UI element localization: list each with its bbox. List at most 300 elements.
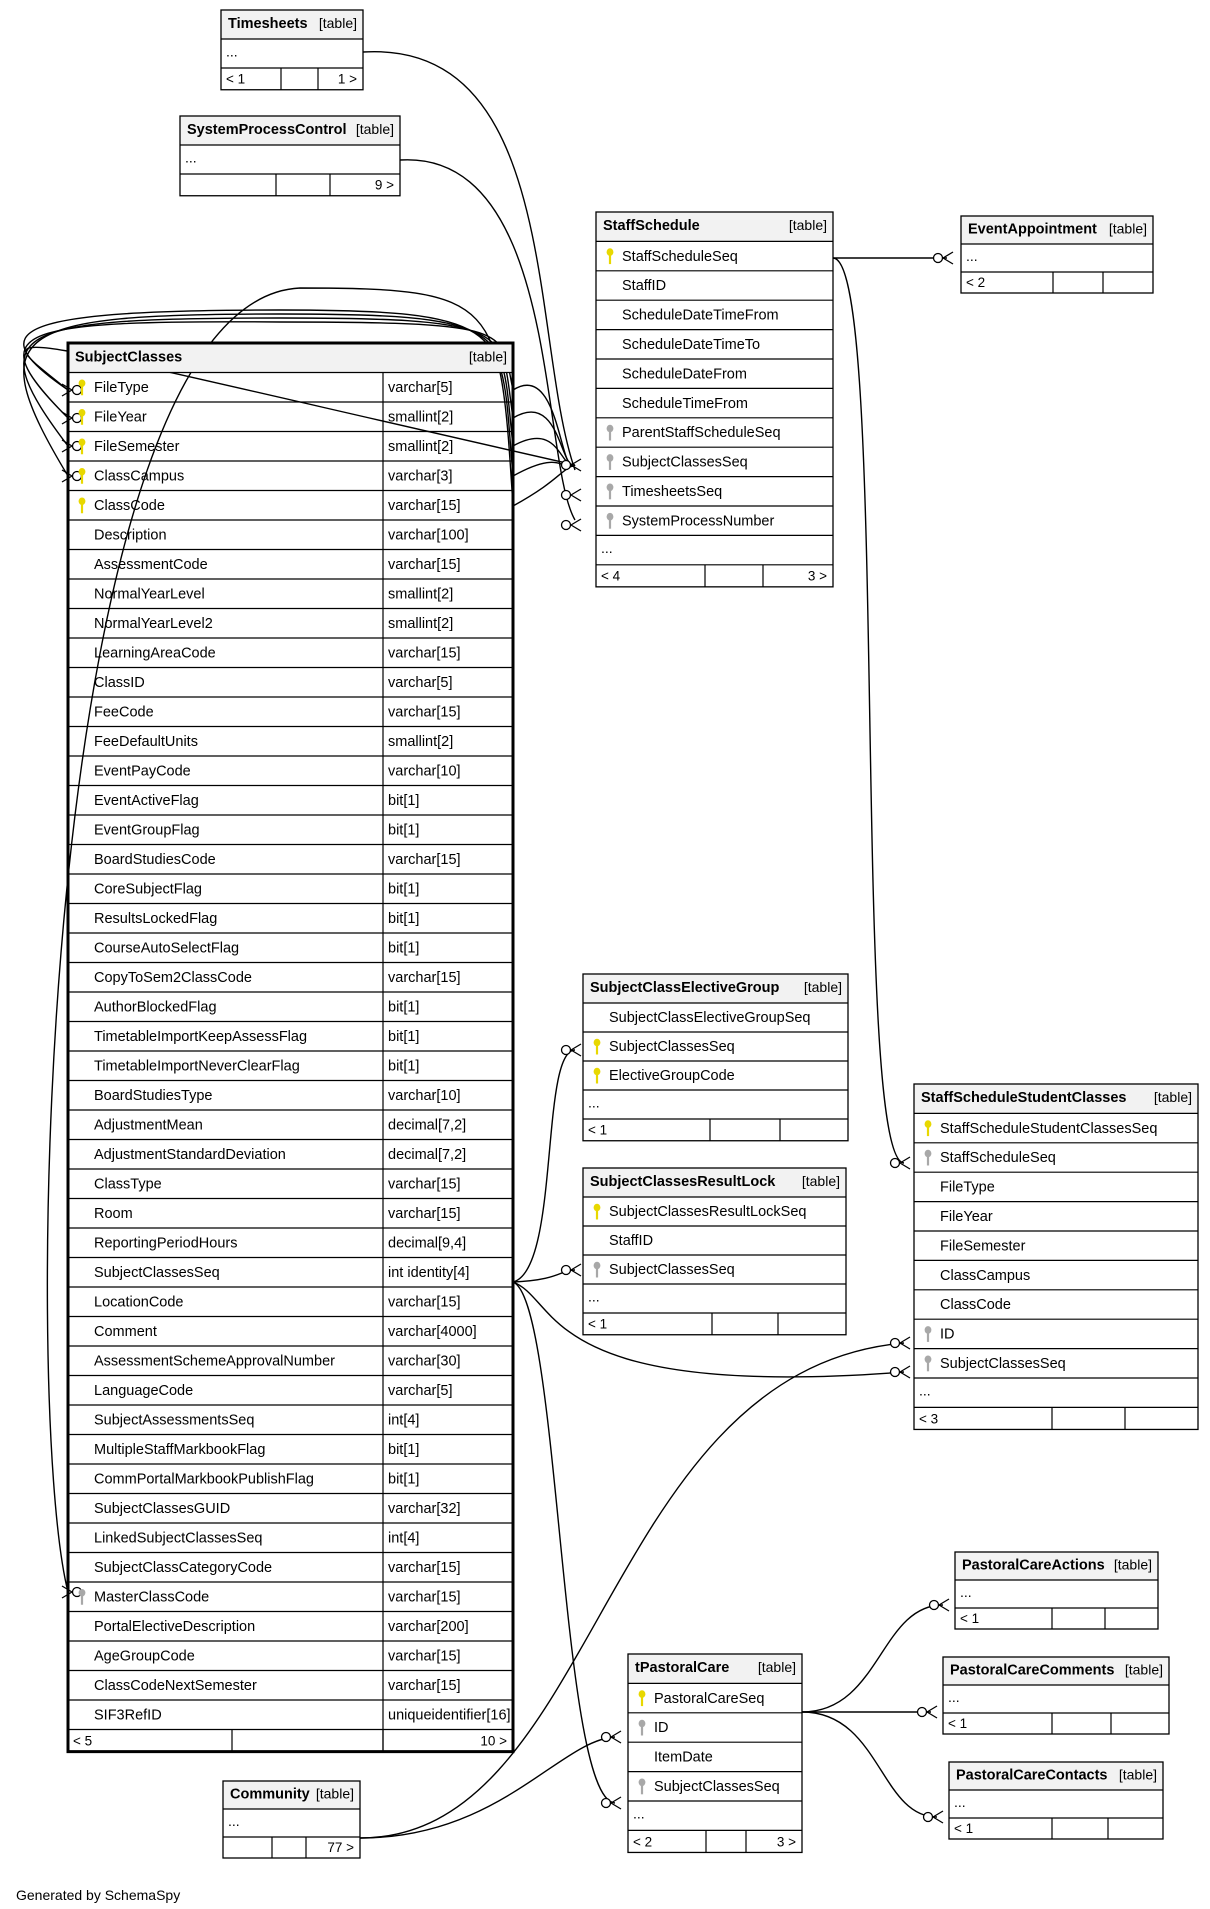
column-name: FileSemester bbox=[94, 438, 180, 455]
foreign-key-icon bbox=[607, 484, 614, 500]
column-name: StaffScheduleSeq bbox=[940, 1150, 1056, 1167]
column-type: varchar[5] bbox=[388, 379, 453, 396]
column-row bbox=[596, 300, 833, 323]
children-count: 3 > bbox=[807, 568, 827, 584]
children-count: 3 > bbox=[776, 1834, 796, 1850]
column-name: FileSemester bbox=[940, 1238, 1026, 1255]
more-columns-ellipsis: ... bbox=[228, 1812, 240, 1829]
column-row bbox=[68, 668, 513, 691]
foreign-key-icon bbox=[607, 513, 614, 529]
relationship-line bbox=[363, 52, 575, 470]
column-name: BoardStudiesType bbox=[94, 1087, 213, 1104]
table-name: tPastoralCare bbox=[635, 1660, 730, 1677]
more-columns-ellipsis: ... bbox=[185, 149, 197, 166]
column-name: AssessmentSchemeApprovalNumber bbox=[94, 1353, 335, 1370]
column-name: FileType bbox=[94, 379, 149, 396]
primary-key-icon bbox=[594, 1204, 601, 1220]
parents-count: < 3 bbox=[919, 1411, 939, 1427]
column-name: SubjectAssessmentsSeq bbox=[94, 1412, 255, 1429]
more-columns-ellipsis: ... bbox=[588, 1288, 600, 1305]
column-name: ElectiveGroupCode bbox=[609, 1068, 735, 1085]
more-columns-ellipsis: ... bbox=[948, 1688, 960, 1705]
parents-count: < 1 bbox=[954, 1821, 974, 1837]
column-row bbox=[914, 1143, 1198, 1166]
column-type: bit[1] bbox=[388, 1441, 420, 1458]
foreign-key-icon bbox=[925, 1326, 932, 1342]
column-name: Description bbox=[94, 527, 167, 544]
column-type: varchar[15] bbox=[388, 645, 461, 662]
column-type: smallint[2] bbox=[388, 586, 454, 603]
table-name: PastoralCareContacts bbox=[956, 1767, 1108, 1784]
column-row bbox=[68, 1553, 513, 1576]
column-row bbox=[68, 815, 513, 838]
column-name: LocationCode bbox=[94, 1294, 184, 1311]
column-row bbox=[68, 845, 513, 868]
relationship-end-marker bbox=[918, 1706, 938, 1718]
column-row bbox=[68, 1228, 513, 1251]
column-type: varchar[32] bbox=[388, 1500, 461, 1517]
relationship-end-marker bbox=[891, 1366, 911, 1378]
column-name: BoardStudiesCode bbox=[94, 851, 216, 868]
column-row bbox=[68, 727, 513, 750]
column-row bbox=[68, 786, 513, 809]
table-kind-label: [table] bbox=[1124, 1661, 1163, 1678]
column-name: StaffID bbox=[609, 1233, 654, 1250]
relationship-end-marker bbox=[62, 412, 82, 424]
tables-layer bbox=[68, 10, 1198, 1858]
parents-count: < 1 bbox=[588, 1122, 608, 1138]
column-row bbox=[68, 992, 513, 1015]
column-row bbox=[68, 1022, 513, 1045]
column-name: TimetableImportNeverClearFlag bbox=[94, 1058, 300, 1075]
column-type: varchar[15] bbox=[388, 1294, 461, 1311]
column-row bbox=[68, 874, 513, 897]
column-name: TimetableImportKeepAssessFlag bbox=[94, 1028, 308, 1045]
column-type: varchar[30] bbox=[388, 1353, 461, 1370]
table-subject-classes-result-lock bbox=[583, 1168, 846, 1335]
column-name: ClassCode bbox=[94, 497, 165, 514]
foreign-key-icon bbox=[925, 1150, 932, 1166]
column-type: bit[1] bbox=[388, 940, 420, 957]
more-columns-ellipsis: ... bbox=[966, 247, 978, 264]
table-name: SubjectClassesResultLock bbox=[590, 1173, 776, 1190]
column-row bbox=[68, 1110, 513, 1133]
column-row bbox=[583, 1226, 846, 1249]
column-type: varchar[15] bbox=[388, 1589, 461, 1606]
column-row bbox=[68, 1700, 513, 1723]
column-row bbox=[628, 1772, 802, 1795]
column-row bbox=[68, 1258, 513, 1281]
column-type: bit[1] bbox=[388, 792, 420, 809]
column-type: bit[1] bbox=[388, 881, 420, 898]
column-row bbox=[68, 1140, 513, 1163]
column-type: varchar[15] bbox=[388, 1648, 461, 1665]
column-row bbox=[583, 1003, 848, 1026]
foreign-key-icon bbox=[594, 1262, 601, 1278]
primary-key-icon bbox=[607, 248, 614, 264]
column-type: varchar[15] bbox=[388, 1559, 461, 1576]
column-name: SubjectClassElectiveGroupSeq bbox=[609, 1010, 811, 1027]
more-columns-ellipsis: ... bbox=[226, 43, 238, 60]
column-row bbox=[68, 579, 513, 602]
column-name: FileYear bbox=[94, 409, 147, 426]
column-name: PastoralCareSeq bbox=[654, 1690, 765, 1707]
column-name: SubjectClassesSeq bbox=[940, 1356, 1066, 1373]
table-subject-classes bbox=[68, 343, 513, 1752]
column-name: StaffScheduleStudentClassesSeq bbox=[940, 1120, 1158, 1137]
relationship-line bbox=[513, 1282, 615, 1803]
table-kind-label: [table] bbox=[1113, 1556, 1152, 1573]
column-type: varchar[10] bbox=[388, 1087, 461, 1104]
column-name: CoreSubjectFlag bbox=[94, 881, 202, 898]
relationship-line bbox=[802, 1712, 937, 1817]
column-name: FeeDefaultUnits bbox=[94, 733, 198, 750]
column-type: varchar[15] bbox=[388, 497, 461, 514]
column-name: Comment bbox=[94, 1323, 157, 1340]
column-type: varchar[200] bbox=[388, 1618, 469, 1635]
relationship-end-marker bbox=[930, 1599, 950, 1611]
column-row bbox=[68, 1405, 513, 1428]
column-type: varchar[3] bbox=[388, 468, 453, 485]
foreign-key-icon bbox=[607, 425, 614, 441]
relationship-line bbox=[513, 385, 575, 466]
column-name: SubjectClassesSeq bbox=[622, 454, 748, 471]
column-name: PortalElectiveDescription bbox=[94, 1618, 256, 1635]
primary-key-icon bbox=[79, 497, 86, 513]
relationship-end-marker bbox=[602, 1731, 622, 1743]
column-type: bit[1] bbox=[388, 822, 420, 839]
column-row bbox=[596, 388, 833, 411]
column-row bbox=[583, 1255, 846, 1278]
column-type: varchar[15] bbox=[388, 1205, 461, 1222]
column-type: varchar[15] bbox=[388, 1176, 461, 1193]
table-kind-label: [table] bbox=[1108, 220, 1147, 237]
column-type: varchar[10] bbox=[388, 763, 461, 780]
more-columns-ellipsis: ... bbox=[954, 1793, 966, 1810]
table-name: StaffSchedule bbox=[603, 218, 700, 235]
column-row bbox=[628, 1713, 802, 1736]
column-name: Room bbox=[94, 1205, 133, 1222]
column-row bbox=[914, 1319, 1198, 1342]
table-kind-label: [table] bbox=[1118, 1766, 1157, 1783]
column-type: int identity[4] bbox=[388, 1264, 470, 1281]
relationship-end-marker bbox=[562, 1264, 582, 1276]
foreign-key-icon bbox=[639, 1720, 646, 1736]
column-type: bit[1] bbox=[388, 999, 420, 1016]
column-name: ID bbox=[940, 1326, 955, 1343]
column-type: varchar[15] bbox=[388, 851, 461, 868]
column-type: varchar[4000] bbox=[388, 1323, 477, 1340]
column-type: bit[1] bbox=[388, 910, 420, 927]
table-event-appointment bbox=[961, 216, 1153, 293]
table-kind-label: [table] bbox=[801, 1172, 840, 1189]
column-row bbox=[68, 491, 513, 514]
column-name: NormalYearLevel2 bbox=[94, 615, 213, 632]
column-type: int[4] bbox=[388, 1530, 420, 1547]
column-type: decimal[9,4] bbox=[388, 1235, 467, 1252]
column-row bbox=[68, 461, 513, 484]
relationship-end-marker bbox=[934, 252, 954, 264]
column-name: ClassCodeNextSemester bbox=[94, 1677, 257, 1694]
column-row bbox=[68, 1169, 513, 1192]
column-name: ClassCode bbox=[940, 1297, 1011, 1314]
column-name: StaffID bbox=[622, 278, 667, 295]
column-name: NormalYearLevel bbox=[94, 586, 205, 603]
column-type: bit[1] bbox=[388, 1028, 420, 1045]
relationship-end-marker bbox=[62, 470, 82, 482]
column-row bbox=[914, 1290, 1198, 1313]
table-name: StaffScheduleStudentClasses bbox=[921, 1090, 1127, 1107]
relationship-line bbox=[513, 1282, 904, 1377]
relationship-line bbox=[513, 1050, 575, 1282]
table-timesheets bbox=[221, 10, 363, 90]
column-row bbox=[583, 1197, 846, 1220]
column-name: ScheduleDateTimeTo bbox=[622, 337, 761, 354]
column-name: ClassCampus bbox=[94, 468, 185, 485]
column-name: CopyToSem2ClassCode bbox=[94, 969, 252, 986]
column-type: varchar[15] bbox=[388, 969, 461, 986]
column-name: ReportingPeriodHours bbox=[94, 1235, 238, 1252]
column-row bbox=[914, 1231, 1198, 1254]
table-pastoral-care-comments bbox=[943, 1657, 1169, 1734]
column-row bbox=[914, 1172, 1198, 1195]
column-type: bit[1] bbox=[388, 1058, 420, 1075]
relationship-line bbox=[802, 1605, 943, 1712]
column-name: LanguageCode bbox=[94, 1382, 194, 1399]
column-name: SubjectClassesSeq bbox=[609, 1039, 735, 1056]
column-type: int[4] bbox=[388, 1412, 420, 1429]
table-kind-label: [table] bbox=[788, 217, 827, 234]
column-row bbox=[68, 1346, 513, 1369]
table-name: SystemProcessControl bbox=[187, 121, 347, 138]
table-kind-label: [table] bbox=[318, 14, 357, 31]
column-row bbox=[583, 1032, 848, 1055]
table-name: SubjectClassElectiveGroup bbox=[590, 979, 780, 996]
column-name: FileType bbox=[940, 1179, 995, 1196]
column-name: FeeCode bbox=[94, 704, 154, 721]
relationship-end-marker bbox=[62, 440, 82, 452]
column-name: AgeGroupCode bbox=[94, 1648, 195, 1665]
column-row bbox=[596, 447, 833, 470]
relationship-line bbox=[833, 258, 904, 1163]
column-name: SubjectClassesSeq bbox=[609, 1262, 735, 1279]
table-system-process-control bbox=[180, 116, 400, 196]
column-name: SubjectClassesGUID bbox=[94, 1500, 231, 1517]
relationship-end-marker bbox=[562, 459, 582, 471]
parents-count: < 2 bbox=[966, 275, 986, 291]
table-staff-schedule-student-classes bbox=[914, 1084, 1198, 1429]
column-row bbox=[596, 241, 833, 264]
column-row bbox=[68, 1612, 513, 1635]
children-count: 77 > bbox=[327, 1840, 354, 1856]
column-row bbox=[68, 1464, 513, 1487]
children-count: 1 > bbox=[337, 71, 357, 87]
more-columns-ellipsis: ... bbox=[588, 1094, 600, 1111]
column-name: FileYear bbox=[940, 1209, 993, 1226]
column-name: ID bbox=[654, 1720, 669, 1737]
table-staff-schedule bbox=[596, 212, 833, 587]
primary-key-icon bbox=[594, 1068, 601, 1084]
column-row bbox=[68, 1671, 513, 1694]
column-name: ItemDate bbox=[654, 1749, 713, 1766]
foreign-key-icon bbox=[607, 454, 614, 470]
column-name: CommPortalMarkbookPublishFlag bbox=[94, 1471, 314, 1488]
column-row bbox=[914, 1113, 1198, 1136]
table-kind-label: [table] bbox=[803, 978, 842, 995]
column-type: varchar[15] bbox=[388, 556, 461, 573]
column-row bbox=[914, 1202, 1198, 1225]
column-row bbox=[68, 933, 513, 956]
column-row bbox=[914, 1260, 1198, 1283]
primary-key-icon bbox=[594, 1039, 601, 1055]
column-name: AdjustmentMean bbox=[94, 1117, 203, 1134]
relationship-end-marker bbox=[562, 489, 582, 501]
table-name: SubjectClasses bbox=[75, 349, 183, 366]
column-row bbox=[68, 963, 513, 986]
column-row bbox=[628, 1683, 802, 1706]
column-type: uniqueidentifier[16] bbox=[388, 1707, 511, 1724]
parents-count: < 1 bbox=[948, 1716, 968, 1732]
column-name: ClassID bbox=[94, 674, 145, 691]
column-name: SubjectClassCategoryCode bbox=[94, 1559, 273, 1576]
column-type: varchar[100] bbox=[388, 527, 469, 544]
table-name: EventAppointment bbox=[968, 221, 1097, 238]
column-type: varchar[5] bbox=[388, 674, 453, 691]
column-row bbox=[68, 697, 513, 720]
column-row bbox=[596, 271, 833, 294]
column-name: ResultsLockedFlag bbox=[94, 910, 218, 927]
column-row bbox=[68, 1376, 513, 1399]
column-type: decimal[7,2] bbox=[388, 1117, 467, 1134]
children-count: 9 > bbox=[374, 177, 394, 193]
column-row bbox=[68, 1435, 513, 1458]
column-name: AssessmentCode bbox=[94, 556, 208, 573]
column-row bbox=[68, 520, 513, 543]
column-row bbox=[596, 330, 833, 353]
column-row bbox=[628, 1742, 802, 1765]
column-row bbox=[68, 1287, 513, 1310]
column-row bbox=[68, 1081, 513, 1104]
column-name: ScheduleDateFrom bbox=[622, 366, 747, 383]
table-kind-label: [table] bbox=[315, 1785, 354, 1802]
column-name: ScheduleTimeFrom bbox=[622, 395, 748, 412]
more-columns-ellipsis: ... bbox=[601, 540, 613, 557]
table-kind-label: [table] bbox=[757, 1659, 796, 1676]
table-name: PastoralCareActions bbox=[962, 1557, 1105, 1574]
column-name: SubjectClassesSeq bbox=[94, 1264, 220, 1281]
column-row bbox=[68, 638, 513, 661]
table-name: Timesheets bbox=[228, 15, 308, 32]
column-name: MultipleStaffMarkbookFlag bbox=[94, 1441, 266, 1458]
column-type: smallint[2] bbox=[388, 438, 454, 455]
column-name: ScheduleDateTimeFrom bbox=[622, 307, 779, 324]
column-type: smallint[2] bbox=[388, 733, 454, 750]
column-name: TimesheetsSeq bbox=[622, 484, 723, 501]
column-type: varchar[15] bbox=[388, 704, 461, 721]
column-name: AdjustmentStandardDeviation bbox=[94, 1146, 286, 1163]
column-row bbox=[68, 1051, 513, 1074]
relationship-end-marker bbox=[62, 384, 82, 396]
table-kind-label: [table] bbox=[1153, 1089, 1192, 1106]
column-type: bit[1] bbox=[388, 1471, 420, 1488]
column-type: smallint[2] bbox=[388, 409, 454, 426]
relationship-end-marker bbox=[562, 519, 582, 531]
column-row bbox=[68, 609, 513, 632]
foreign-key-icon bbox=[79, 1589, 86, 1605]
column-name: ClassType bbox=[94, 1176, 162, 1193]
column-name: SIF3RefID bbox=[94, 1707, 162, 1724]
column-row bbox=[68, 1199, 513, 1222]
table-name: Community bbox=[230, 1786, 310, 1803]
column-name: LinkedSubjectClassesSeq bbox=[94, 1530, 263, 1547]
column-name: AuthorBlockedFlag bbox=[94, 999, 217, 1016]
table-subject-class-elective-group bbox=[583, 974, 848, 1141]
column-type: decimal[7,2] bbox=[388, 1146, 467, 1163]
column-row bbox=[68, 1641, 513, 1664]
column-row bbox=[914, 1349, 1198, 1372]
primary-key-icon bbox=[639, 1690, 646, 1706]
column-name: StaffScheduleSeq bbox=[622, 248, 738, 265]
column-name: MasterClassCode bbox=[94, 1589, 210, 1606]
primary-key-icon bbox=[925, 1120, 932, 1136]
column-row bbox=[68, 402, 513, 425]
column-type: smallint[2] bbox=[388, 615, 454, 632]
table-pastoral-care-actions bbox=[955, 1552, 1158, 1629]
column-name: EventActiveFlag bbox=[94, 792, 199, 809]
column-name: SystemProcessNumber bbox=[622, 513, 775, 530]
table-kind-label: [table] bbox=[355, 120, 394, 137]
generated-by-footer: Generated by SchemaSpy bbox=[16, 1887, 181, 1903]
table-community bbox=[223, 1781, 360, 1858]
column-row bbox=[68, 550, 513, 573]
relationship-end-marker bbox=[891, 1337, 911, 1349]
parents-count: < 1 bbox=[588, 1316, 608, 1332]
column-name: LearningAreaCode bbox=[94, 645, 216, 662]
relationship-end-marker bbox=[562, 1044, 582, 1056]
column-row bbox=[68, 904, 513, 927]
column-row bbox=[596, 477, 833, 500]
column-row bbox=[68, 756, 513, 779]
parents-count: < 4 bbox=[601, 568, 621, 584]
more-columns-ellipsis: ... bbox=[633, 1805, 645, 1822]
column-name: SubjectClassesResultLockSeq bbox=[609, 1204, 807, 1221]
column-type: varchar[15] bbox=[388, 1677, 461, 1694]
more-columns-ellipsis: ... bbox=[919, 1382, 931, 1399]
foreign-key-icon bbox=[639, 1779, 646, 1795]
relationship-end-marker bbox=[62, 1586, 82, 1598]
parents-count: < 1 bbox=[226, 71, 246, 87]
column-name: CourseAutoSelectFlag bbox=[94, 940, 240, 957]
relationship-end-marker bbox=[891, 1157, 911, 1169]
column-name: EventPayCode bbox=[94, 763, 191, 780]
column-row bbox=[68, 1523, 513, 1546]
column-type: varchar[5] bbox=[388, 1382, 453, 1399]
table-name: PastoralCareComments bbox=[950, 1662, 1115, 1679]
parents-count: < 2 bbox=[633, 1834, 653, 1850]
children-count: 10 > bbox=[480, 1733, 507, 1749]
relationship-end-marker bbox=[602, 1797, 622, 1809]
parents-count: < 5 bbox=[73, 1733, 93, 1749]
column-name: EventGroupFlag bbox=[94, 822, 200, 839]
foreign-key-icon bbox=[925, 1356, 932, 1372]
table-kind-label: [table] bbox=[468, 348, 507, 365]
relationship-end-marker bbox=[924, 1811, 944, 1823]
column-row bbox=[68, 1494, 513, 1517]
table-t-pastoral-care bbox=[628, 1654, 802, 1852]
column-row bbox=[68, 1582, 513, 1605]
column-row bbox=[596, 506, 833, 529]
column-row bbox=[68, 373, 513, 396]
